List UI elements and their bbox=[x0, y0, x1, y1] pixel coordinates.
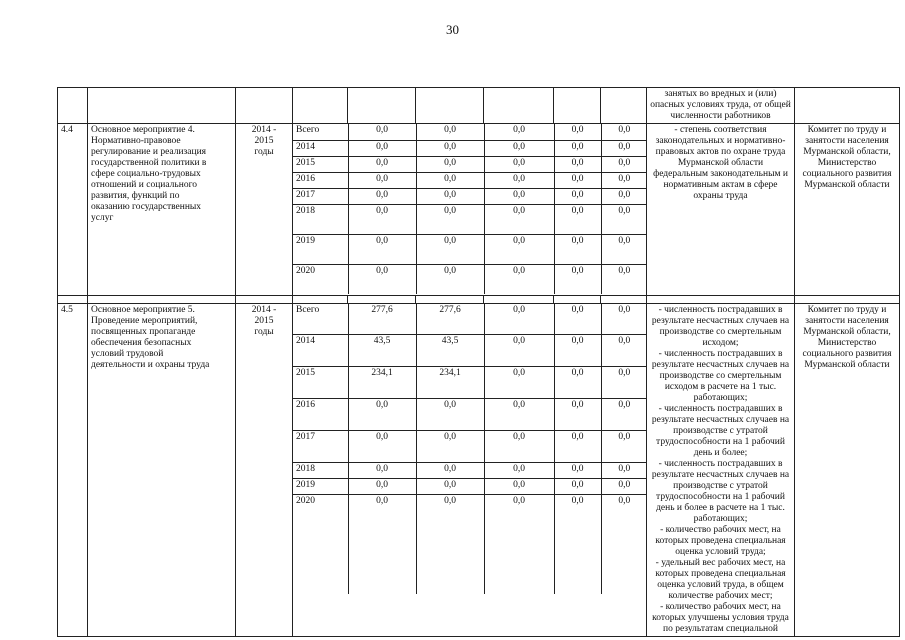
funding-value: 0,0 bbox=[484, 398, 554, 430]
continuation-cell-value bbox=[554, 88, 601, 124]
funding-row bbox=[293, 430, 647, 462]
funding-value: 0,0 bbox=[484, 188, 554, 204]
funding-row bbox=[293, 156, 647, 172]
funding-value: 0,0 bbox=[484, 430, 554, 462]
funding-value: 0,0 bbox=[601, 304, 647, 334]
funding-value: 0,0 bbox=[484, 140, 554, 156]
year-label: 2018 bbox=[293, 462, 348, 478]
spacer-cell bbox=[484, 296, 554, 304]
funding-value: 0,0 bbox=[554, 234, 601, 264]
continuation-cell-exec bbox=[795, 88, 900, 124]
funding-value: 0,0 bbox=[416, 494, 484, 594]
funding-value: 0,0 bbox=[348, 204, 416, 234]
funding-row bbox=[293, 124, 647, 140]
year-label: 2014 bbox=[293, 140, 348, 156]
spacer-cell bbox=[348, 296, 416, 304]
funding-cell bbox=[293, 304, 647, 637]
funding-value: 0,0 bbox=[348, 430, 416, 462]
spacer-cell bbox=[554, 296, 601, 304]
continuation-row bbox=[58, 88, 900, 124]
funding-value: 0,0 bbox=[554, 172, 601, 188]
spacer-row bbox=[58, 296, 900, 304]
continuation-cell-value bbox=[416, 88, 484, 124]
spacer-cell bbox=[647, 296, 795, 304]
funding-value: 0,0 bbox=[348, 478, 416, 494]
activity-name-text: Основное мероприятие 5. Проведение мероприятий, посвященных пропаганде обеспечения безопасных условий трудовой деятельности и охраны труда bbox=[91, 305, 210, 370]
funding-value: 0,0 bbox=[484, 264, 554, 294]
funding-value: 0,0 bbox=[416, 204, 484, 234]
funding-value: 0,0 bbox=[554, 188, 601, 204]
funding-row bbox=[293, 494, 647, 594]
spacer-cell bbox=[236, 296, 293, 304]
continuation-cell-value bbox=[348, 88, 416, 124]
funding-value: 0,0 bbox=[416, 462, 484, 478]
funding-row bbox=[293, 172, 647, 188]
funding-value: 234,1 bbox=[416, 366, 484, 398]
funding-value: 0,0 bbox=[601, 124, 647, 140]
year-label: 2017 bbox=[293, 430, 348, 462]
row-number: 4.5 bbox=[58, 304, 88, 637]
funding-value: 0,0 bbox=[601, 398, 647, 430]
funding-row bbox=[293, 334, 647, 366]
funding-value: 0,0 bbox=[554, 462, 601, 478]
funding-value: 0,0 bbox=[348, 156, 416, 172]
funding-value: 43,5 bbox=[416, 334, 484, 366]
funding-value: 0,0 bbox=[554, 398, 601, 430]
funding-value: 0,0 bbox=[416, 172, 484, 188]
funding-value: 0,0 bbox=[601, 140, 647, 156]
funding-row bbox=[293, 304, 647, 334]
row-number: 4.4 bbox=[58, 124, 88, 296]
spacer-cell bbox=[58, 296, 88, 304]
funding-value: 0,0 bbox=[416, 140, 484, 156]
funding-row bbox=[293, 140, 647, 156]
period-text: 2014 - 2015 годы bbox=[251, 305, 277, 337]
funding-value: 0,0 bbox=[554, 478, 601, 494]
funding-value: 0,0 bbox=[416, 430, 484, 462]
year-label: Всего bbox=[293, 124, 348, 140]
funding-value: 0,0 bbox=[416, 124, 484, 140]
continuation-text: занятых во вредных и (или) опасных условиях труда, от общей численности работников bbox=[650, 89, 791, 121]
continuation-cell-value bbox=[484, 88, 554, 124]
funding-value: 0,0 bbox=[484, 462, 554, 478]
indicators-cell bbox=[647, 124, 795, 296]
executor-cell bbox=[795, 124, 900, 296]
funding-table bbox=[293, 304, 647, 594]
funding-value: 277,6 bbox=[348, 304, 416, 334]
funding-value: 0,0 bbox=[484, 304, 554, 334]
funding-value: 234,1 bbox=[348, 366, 416, 398]
period-cell bbox=[236, 124, 293, 296]
funding-value: 0,0 bbox=[601, 188, 647, 204]
period-text: 2014 - 2015 годы bbox=[251, 125, 277, 157]
funding-value: 0,0 bbox=[601, 478, 647, 494]
executor-text: Комитет по труду и занятости населения Мурманской области, Министерство социального развития Мурманской области bbox=[802, 125, 892, 190]
funding-value: 0,0 bbox=[484, 494, 554, 594]
funding-value: 0,0 bbox=[601, 366, 647, 398]
funding-value: 0,0 bbox=[601, 156, 647, 172]
funding-value: 0,0 bbox=[484, 172, 554, 188]
funding-value: 0,0 bbox=[348, 494, 416, 594]
funding-value: 0,0 bbox=[348, 264, 416, 294]
funding-value: 0,0 bbox=[554, 494, 601, 594]
funding-value: 0,0 bbox=[348, 172, 416, 188]
funding-value: 0,0 bbox=[554, 140, 601, 156]
funding-value: 0,0 bbox=[484, 334, 554, 366]
activity-name-text: Основное мероприятие 4. Нормативно-правовое регулирование и реализация государственной политики в сфере социально-трудовых отношений и социального развития, функций по оказанию государственных услуг bbox=[91, 125, 207, 223]
funding-value: 0,0 bbox=[554, 430, 601, 462]
continuation-cell-year bbox=[293, 88, 348, 124]
year-label: 2019 bbox=[293, 234, 348, 264]
funding-row bbox=[293, 204, 647, 234]
funding-value: 0,0 bbox=[601, 204, 647, 234]
funding-value: 0,0 bbox=[416, 478, 484, 494]
funding-value: 0,0 bbox=[601, 172, 647, 188]
year-label: 2015 bbox=[293, 156, 348, 172]
funding-value: 0,0 bbox=[601, 234, 647, 264]
year-label: 2015 bbox=[293, 366, 348, 398]
continuation-cell-num bbox=[58, 88, 88, 124]
indicators-text: - степень соответствия законодательных и нормативно- правовых актов по охране труда Мурманской области федеральным законодательным и нормативным актам в сфере охраны труда bbox=[653, 125, 788, 201]
funding-value: 0,0 bbox=[348, 398, 416, 430]
funding-table bbox=[293, 124, 647, 294]
year-label: Всего bbox=[293, 304, 348, 334]
indicators-cell bbox=[647, 304, 795, 637]
program-table bbox=[57, 87, 900, 637]
funding-value: 0,0 bbox=[554, 304, 601, 334]
spacer-cell bbox=[416, 296, 484, 304]
funding-value: 0,0 bbox=[601, 334, 647, 366]
funding-value: 0,0 bbox=[416, 156, 484, 172]
executor-text: Комитет по труду и занятости населения Мурманской области, Министерство социального развития Мурманской области bbox=[802, 305, 892, 370]
funding-value: 43,5 bbox=[348, 334, 416, 366]
funding-value: 0,0 bbox=[484, 124, 554, 140]
funding-value: 277,6 bbox=[416, 304, 484, 334]
funding-value: 0,0 bbox=[348, 124, 416, 140]
spacer-cell bbox=[601, 296, 647, 304]
period-cell bbox=[236, 304, 293, 637]
funding-value: 0,0 bbox=[416, 188, 484, 204]
funding-value: 0,0 bbox=[554, 264, 601, 294]
funding-value: 0,0 bbox=[348, 140, 416, 156]
year-label: 2017 bbox=[293, 188, 348, 204]
year-label: 2016 bbox=[293, 172, 348, 188]
funding-value: 0,0 bbox=[484, 234, 554, 264]
page-number: 30 bbox=[446, 22, 459, 37]
indicators-text: - численность пострадавших в результате несчастных случаев на производстве со смертельным исходом; - численность пострадавших в результате несчастных случаев на производстве со смертельным исходом в расчете на 1 тыс. работающих; - численность пострадавших в результате несчастных случаев на производстве с утратой трудоспособности на 1 рабочий день и более; - численность пострадавших в результате несчастных случаев на производстве с утратой трудоспособности на 1 рабочий день и более в расчете на 1 тыс. работающих; - количество рабочих мест, на которых проведена специальная оценка условий труда; - удельный вес рабочих мест, на которых проведена специальная оценка условий труда, в общем количестве рабочих мест; - количество рабочих мест, на которых улучшены условия труда по результатам специальной bbox=[651, 305, 790, 634]
funding-value: 0,0 bbox=[416, 234, 484, 264]
funding-value: 0,0 bbox=[484, 478, 554, 494]
year-label: 2020 bbox=[293, 494, 348, 594]
year-label: 2018 bbox=[293, 204, 348, 234]
activity-name bbox=[88, 304, 236, 637]
funding-value: 0,0 bbox=[601, 430, 647, 462]
year-label: 2014 bbox=[293, 334, 348, 366]
activity-name bbox=[88, 124, 236, 296]
funding-value: 0,0 bbox=[416, 398, 484, 430]
continuation-cell-value bbox=[601, 88, 647, 124]
funding-row bbox=[293, 478, 647, 494]
funding-value: 0,0 bbox=[601, 462, 647, 478]
funding-value: 0,0 bbox=[484, 366, 554, 398]
funding-value: 0,0 bbox=[618, 265, 631, 276]
funding-value: 0,0 bbox=[554, 366, 601, 398]
year-label: 2019 bbox=[293, 478, 348, 494]
continuation-indicator-text bbox=[647, 88, 795, 124]
funding-row bbox=[293, 264, 647, 294]
continuation-cell-name bbox=[88, 88, 236, 124]
year-label: 2020 bbox=[293, 264, 348, 294]
funding-row bbox=[293, 366, 647, 398]
table-row bbox=[58, 124, 900, 296]
year-label: 2016 bbox=[293, 398, 348, 430]
funding-row bbox=[293, 462, 647, 478]
funding-row bbox=[293, 188, 647, 204]
funding-value: 0,0 bbox=[416, 264, 484, 294]
executor-cell bbox=[795, 304, 900, 637]
funding-row bbox=[293, 234, 647, 264]
funding-value: 0,0 bbox=[484, 204, 554, 234]
funding-row bbox=[293, 398, 647, 430]
funding-value: 0,0 bbox=[484, 156, 554, 172]
spacer-cell bbox=[795, 296, 900, 304]
funding-value: 0,0 bbox=[554, 124, 601, 140]
funding-value: 0,0 bbox=[554, 334, 601, 366]
funding-value: 0,0 bbox=[348, 234, 416, 264]
continuation-cell-period bbox=[236, 88, 293, 124]
spacer-cell bbox=[88, 296, 236, 304]
funding-value: 0,0 bbox=[554, 156, 601, 172]
funding-value: 0,0 bbox=[618, 495, 631, 506]
funding-value: 0,0 bbox=[348, 188, 416, 204]
funding-cell bbox=[293, 124, 647, 296]
funding-value: 0,0 bbox=[554, 204, 601, 234]
spacer-cell bbox=[293, 296, 348, 304]
table-row bbox=[58, 304, 900, 637]
funding-value: 0,0 bbox=[348, 462, 416, 478]
